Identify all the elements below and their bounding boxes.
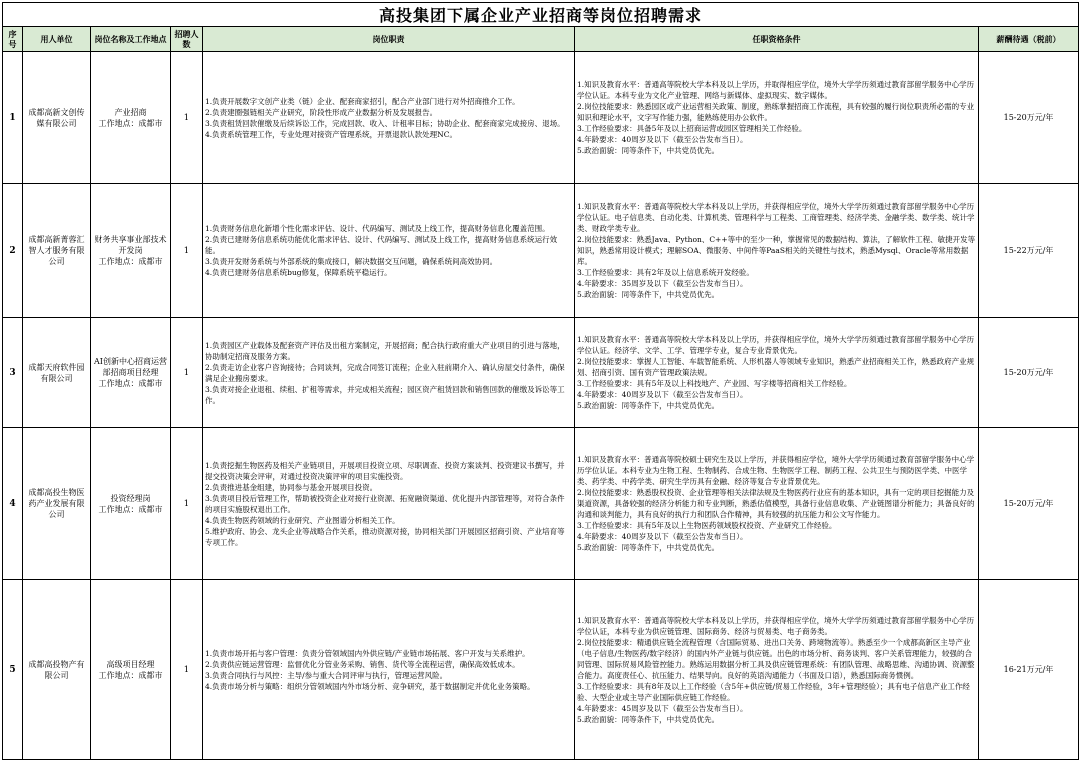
table-row (3, 52, 1079, 184)
duty-item: 3.负责项目投后管理工作，帮助被投资企业对接行业资源、拓宽融资渠道、优化提升内部管理等，对符合条件的项目实施股权退出工作。 (205, 493, 565, 514)
duty-item: 2.负责已建财务信息系统功能优化需求评估、设计、代码编写、测试及上线工作，提高财务信息系统运行效能。 (205, 235, 558, 255)
row-position (91, 428, 171, 580)
row-requirements (575, 184, 979, 318)
row-salary: 15-22万元/年 (979, 184, 1079, 318)
position-line: 投资经理岗 (110, 493, 151, 503)
table-body (3, 52, 1079, 760)
row-requirements (575, 580, 979, 760)
duty-item: 1.负责开展数字文创产业类（链）企业、配套商家招引，配合产业部门进行对外招商推介工作。 (205, 96, 520, 106)
row-duties (203, 184, 575, 318)
requirement-item: 1.知识及教育水平：普通高等院校大学本科及以上学历，并获得相应学位，境外大学学历须通过教育部留学服务中心学历学位认证。经济学、文学、工学、管理学专业，复合专业背景优先。 (577, 335, 975, 355)
requirement-item: 4.年龄要求：40周岁及以下（截至公告发布当日）。 (577, 135, 748, 144)
row-salary: 15-20万元/年 (979, 318, 1079, 428)
table-row (3, 318, 1079, 428)
row-seq: 5 (3, 580, 23, 760)
requirement-item: 5.政治面貌：同等条件下，中共党员优先。 (577, 714, 720, 724)
header-seq: 序号 (3, 27, 23, 52)
position-line: AI创新中心招商运营部招商项目经理 (94, 357, 167, 377)
table-row (3, 580, 1079, 760)
header-salary: 薪酬待遇（税前） (979, 27, 1079, 52)
row-seq: 3 (3, 318, 23, 428)
position-line: 工作地点：成都市 (98, 670, 163, 680)
requirement-item: 2.岗位技能要求：熟悉股权投资、企业管理等相关法律法规及生物医药行业应有的基本知识，具有一定的项目挖掘能力及渠道资源，具备较强的经济分析能力和专业判断，熟悉估值模型，具备行业信息收集、产业链图谱分析能力；具备良好的沟通和谈判能力，具有良好的执行力和团队合作精神，具有较强的抗压能力和公文写作能力。 (577, 488, 975, 519)
row-seq: 1 (3, 52, 23, 184)
duty-item: 3.负责租赁回款催缴及后续诉讼工作，完成回款、收入、计租率目标；协助企业、配套商家完成接房、退场。 (205, 118, 565, 128)
row-unit: 成都高新菁蓉汇智人才服务有限公司 (23, 184, 91, 318)
duty-item: 4.负责已建财务信息系统bug修复，保障系统平稳运行。 (205, 268, 392, 277)
duty-item: 1.负责园区产业载体及配套资产评估及出租方案制定，开展招商；配合执行政府重大产业项目的引进与落地，协助制定招商及服务方案。 (205, 340, 565, 361)
row-salary: 15-20万元/年 (979, 52, 1079, 184)
position-line: 工作地点：成都市 (98, 118, 163, 128)
header-count: 招聘人数 (171, 27, 203, 52)
requirement-item: 4.年龄要求：45周岁及以下（截至公告发布当日）。 (577, 703, 748, 713)
requirement-item: 3.工作经验要求：具有5年及以上生物医药领域股权投资、产业研究工作经验。 (577, 521, 837, 530)
requirement-item: 1.知识及教育水平：普通高等院校硕士研究生及以上学历，并获得相应学位，境外大学学历须通过教育部留学服务中心学历学位认证。本科专业为生物工程、生物制药、合成生物、生物医学工程、制药工程、公共卫生与预防医学类、中医学类、药学类、中药学类、研究生学历具有金融、经济等复合专业背景优先。 (577, 455, 975, 486)
duty-item: 2.负责建圈强链相关产业研究，阶段性形成产业数据分析及发展报告。 (205, 107, 438, 117)
requirement-item: 3.工作经验要求：具有8年及以上工作经验（含5年+供应链/贸易工作经验，3年+管理经验）；具有电子信息产业工作经验、大型企业或主导产业国际供应链工作经验。 (577, 681, 970, 702)
row-duties (203, 428, 575, 580)
requirement-item: 1.知识及教育水平：普通高等院校大学本科及以上学历，并获得相应学位，境外大学学历须通过教育部留学服务中心学历学位认证。电子信息类、自动化类、计算机类、管理科学与工程类、工商管理类、经济学类、金融学类、数学类、统计学类、财政学类专业。 (577, 202, 975, 233)
duty-item: 1.负责财务信息化新增个性化需求评估、设计、代码编写、测试及上线工作，提高财务信息化覆盖范围。 (205, 224, 550, 233)
row-duties (203, 318, 575, 428)
row-count: 1 (171, 428, 203, 580)
position-line: 工作地点：成都市 (98, 257, 163, 266)
requirement-item: 3.工作经验要求：具备5年及以上招商运营或园区管理相关工作经验。 (577, 124, 807, 133)
row-salary: 15-20万元/年 (979, 428, 1079, 580)
duty-item: 1.负责市场开拓与客户管理：负责分管领域国内外供应链/产业链市场拓展、客户开发与关系维护。 (205, 648, 530, 658)
requirement-item: 4.年龄要求：35周岁及以下（截至公告发布当日）。 (577, 279, 748, 288)
header-requirements: 任职资格条件 (575, 27, 979, 52)
requirement-item: 2.岗位技能要求：精通供应链全流程管理（含国际贸易、进出口关务、跨境物流等）。熟悉至少一个成都高新区主导产业（电子信息/生物医药/数字经济）的国内外产业链与供应链。出色的市场分析、商务谈判、客户关系管理能力，较强的合同管理、国际贸易风险管控能力。熟练运用数据分析工具及供应链管理系统：有团队管理、战略思维、沟通协调、资源整合能力。高度责任心、抗压能力、结果导向。良好的英语沟通能力（书面及口语），熟悉国际商务惯例。 (577, 637, 975, 680)
row-duties (203, 52, 575, 184)
position-line: 产业招商 (114, 107, 147, 117)
requirement-item: 5.政治面貌：同等条件下，中共党员优先。 (577, 543, 720, 552)
duty-item: 4.负责市场分析与策略：组织分管领域国内外市场分析、竞争研究，基于数据制定并优化业务策略。 (205, 681, 535, 691)
duty-item: 4.负责生物医药领域的行业研究、产业图谱分析相关工作。 (205, 515, 400, 525)
row-unit: 成都高投生物医药产业发展有限公司 (23, 428, 91, 580)
table-header (3, 27, 1079, 52)
header-unit: 用人单位 (23, 27, 91, 52)
row-seq: 2 (3, 184, 23, 318)
row-count: 1 (171, 184, 203, 318)
requirement-item: 3.工作经验要求：具有5年及以上科技地产、产业园、写字楼等招商相关工作经验。 (577, 379, 852, 388)
table-row (3, 428, 1079, 580)
requirement-item: 5.政治面貌：同等条件下，中共党员优先。 (577, 290, 720, 299)
row-unit: 成都天府软件园有限公司 (23, 318, 91, 428)
duty-item: 3.负责开发财务系统与外部系统的集成接口，解决数据交互问题，确保系统间高效协同。 (205, 257, 498, 266)
position-line: 工作地点：成都市 (98, 504, 163, 514)
requirement-item: 1.知识及教育水平：普通高等院校大学本科及以上学历，并取得相应学位，境外大学学历须通过教育部留学服务中心学历学位认证。本科专业为文化产业管理、网络与新媒体、虚拟现实、数字媒体。 (577, 80, 975, 100)
header-duties: 岗位职责 (203, 27, 575, 52)
requirement-item: 5.政治面貌：同等条件下，中共党员优先。 (577, 146, 720, 155)
row-unit: 成都高新文创传媒有限公司 (23, 52, 91, 184)
requirement-item: 4.年龄要求：40周岁及以下（截至公告发布当日）。 (577, 390, 748, 399)
table-row (3, 184, 1079, 318)
recruitment-table (2, 2, 1079, 760)
header-position: 岗位名称及工作地点 (91, 27, 171, 52)
row-count: 1 (171, 52, 203, 184)
requirement-item: 1.知识及教育水平：普通高等院校大学本科及以上学历，并获得相应学位，境外大学学历须通过教育部留学服务中心学历学位认证，本科专业为供应链管理、国际商务、经济与贸易类、电子商务类。 (577, 615, 975, 636)
position-line: 工作地点：成都市 (98, 379, 163, 388)
duty-item: 2.负责走访企业客户咨询接待；合同谈判，完成合同签订流程；企业入驻前期介入、确认房屋交付条件，确保满足企业搬房要求。 (205, 362, 565, 383)
row-position (91, 184, 171, 318)
duty-item: 4.负责系统管理工作，专业处理对接资产管理系统，开票退款认款处理NC。 (205, 129, 457, 139)
duty-item: 1.负责挖掘生物医药及相关产业链项目，开展项目投资立项、尽职调查、投资方案谈判、投资建议书撰写，并提交投资决策会评审，对通过投资决策评审的项目实施投资。 (205, 460, 565, 481)
row-position (91, 318, 171, 428)
requirement-item: 2.岗位技能要求：熟悉园区或产业运营相关政策、制度，熟练掌握招商工作流程，具有较强的履行岗位职责所必需的专业知识和理论水平，文字写作能力强，能熟练使用办公软件。 (577, 102, 975, 122)
recruitment-document (2, 2, 1078, 757)
position-line: 财务共享事业部技术开发岗 (94, 235, 167, 255)
duty-item: 5.维护政府、协会、龙头企业等战略合作关系，推动资源对接，协同相关部门开展园区招商引资、产业培育等专项工作。 (205, 526, 565, 547)
row-requirements (575, 318, 979, 428)
duty-item: 2.负责供应链运营管理：监督优化分管业务采购、销售、货代等全流程运营，确保高效低成本。 (205, 659, 520, 669)
requirement-item: 2.岗位技能要求：熟悉Java、Python、C++等中的至少一种，掌握常见的数据结构、算法，了解软件工程、敏捷开发等知识，熟悉常用设计模式；理解SOA、微服务、中间件等PaaS相关的关键性与技术，熟悉Mysql、Oracle等常用数据库。 (577, 235, 976, 266)
row-count: 1 (171, 318, 203, 428)
requirement-item: 4.年龄要求：40周岁及以下（截至公告发布当日）。 (577, 532, 748, 541)
duty-item: 2.负责推进基金组建，协同参与基金开展项目投资。 (205, 482, 378, 492)
row-duties (203, 580, 575, 760)
requirement-item: 5.政治面貌：同等条件下，中共党员优先。 (577, 401, 720, 410)
row-position (91, 52, 171, 184)
requirement-item: 2.岗位技能要求：掌握人工智能、车载智能系统、人形机器人等领域专业知识，熟悉产业招商相关工作，熟悉政府产业规划、招商引资、国有资产管理政策法规。 (577, 357, 975, 377)
row-seq: 4 (3, 428, 23, 580)
requirement-item: 3.工作经验要求：具有2年及以上信息系统开发经验。 (577, 268, 754, 277)
document-title: 高投集团下属企业产业招商等岗位招聘需求 (3, 3, 1079, 27)
row-position (91, 580, 171, 760)
duty-item: 3.负责对接企业退租、续租、扩租等需求，并完成相关流程；园区资产租赁回款和销售回款的催缴及诉讼等工作。 (205, 384, 565, 405)
position-line: 高级项目经理 (106, 659, 155, 669)
row-salary: 16-21万元/年 (979, 580, 1079, 760)
row-unit: 成都高投物产有限公司 (23, 580, 91, 760)
duty-item: 3.负责合同执行与风控：主导/参与重大合同评审与执行，管理运营风险。 (205, 670, 448, 680)
row-requirements (575, 52, 979, 184)
row-requirements (575, 428, 979, 580)
row-count: 1 (171, 580, 203, 760)
